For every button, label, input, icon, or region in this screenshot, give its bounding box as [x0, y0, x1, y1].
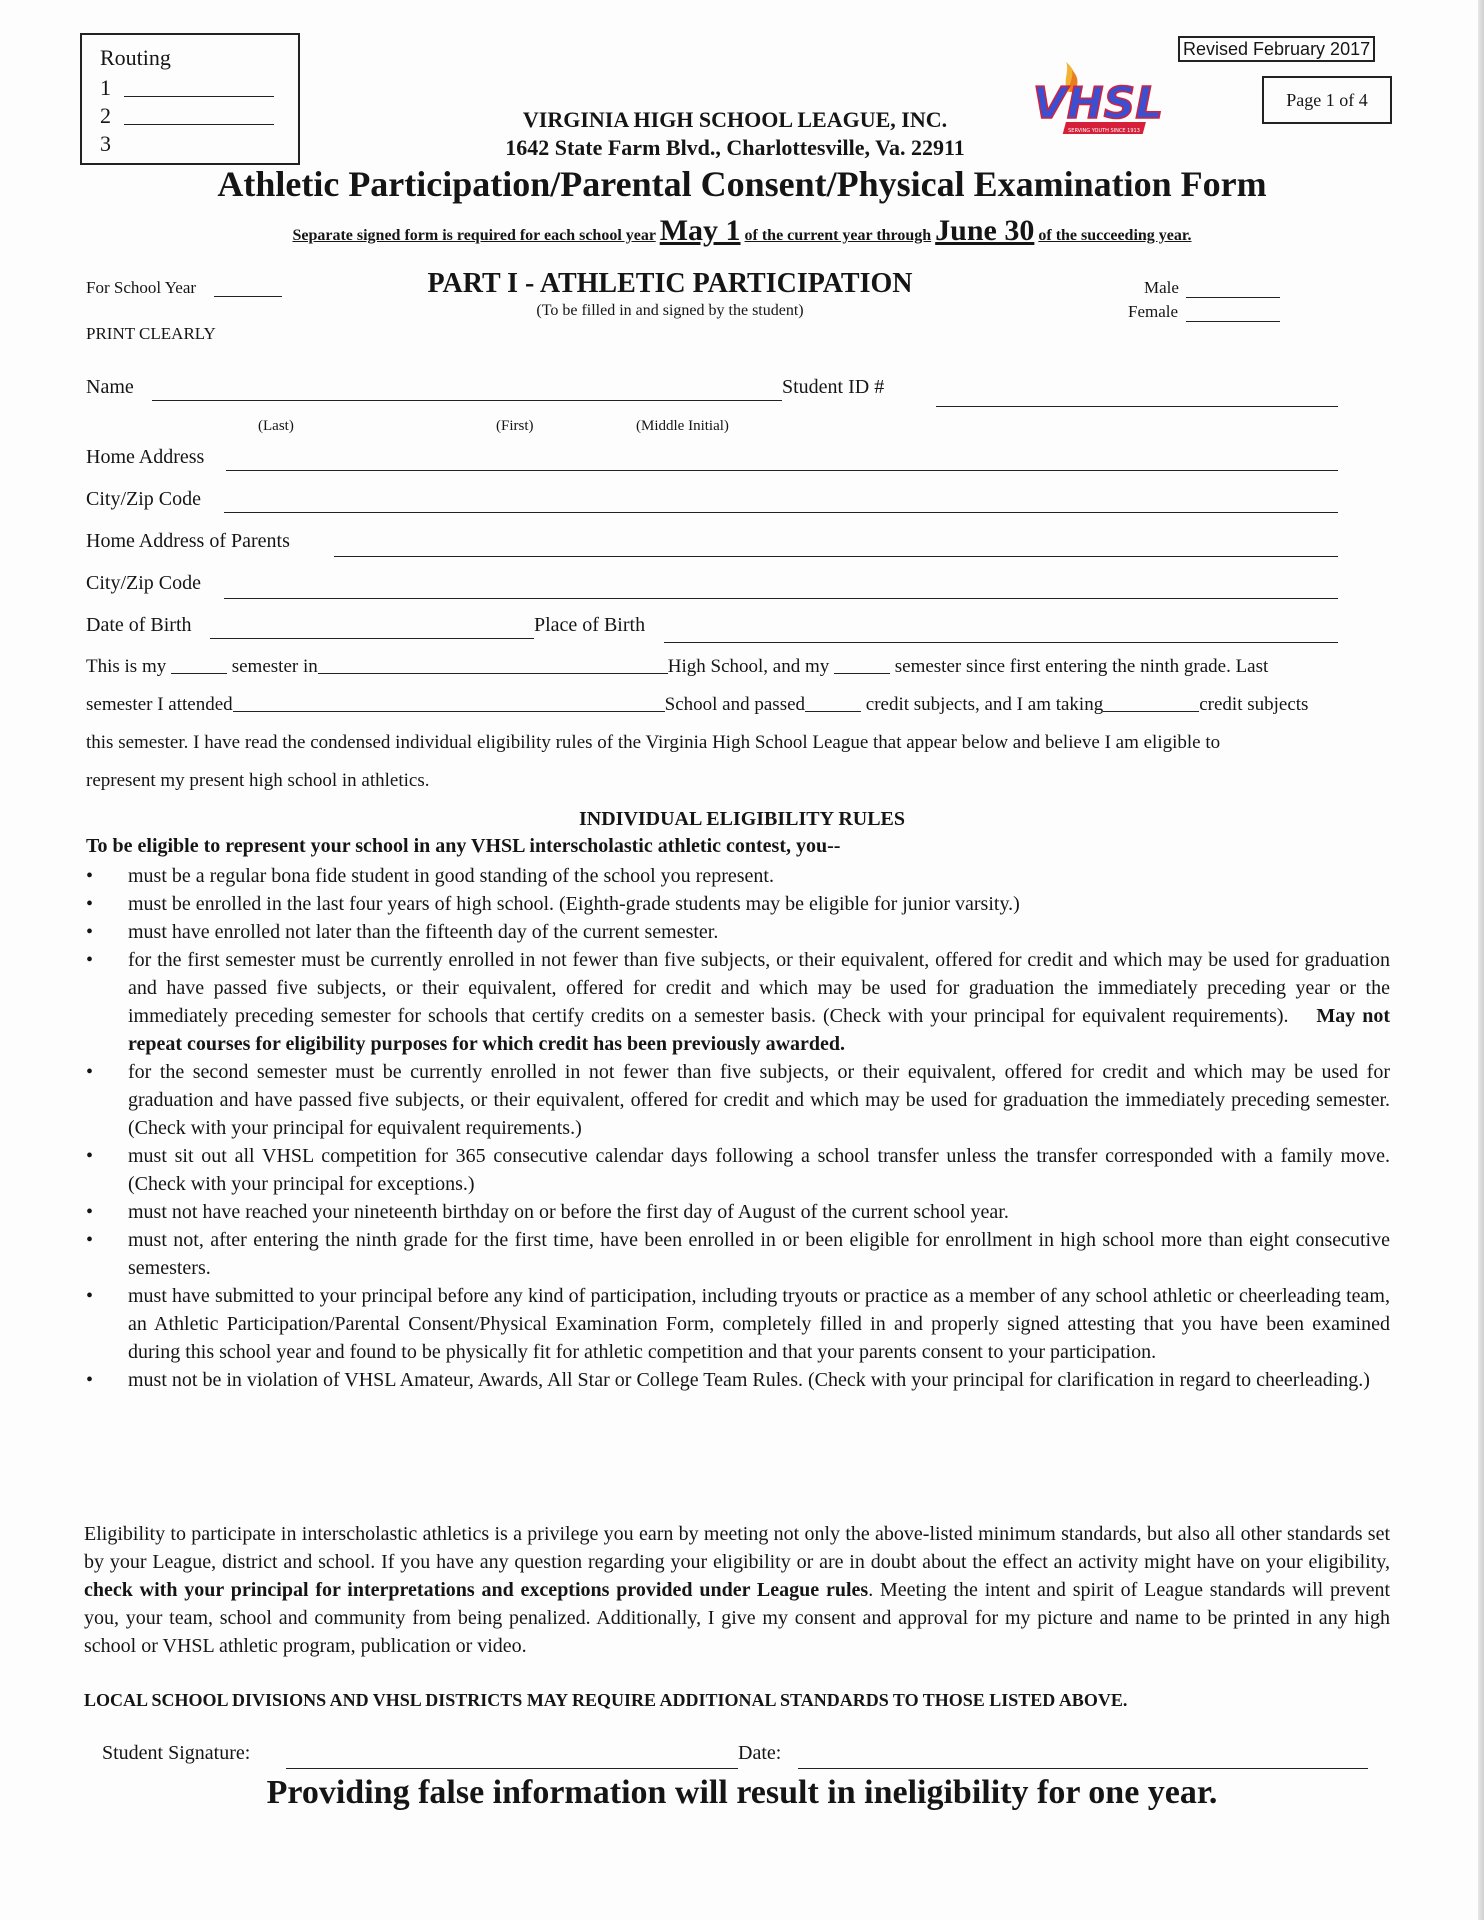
rule-item: • must not, after entering the ninth grade for the first time, have been enrolled in or been eligible for enrollment in high school more than eight consecutive semesters.: [86, 1226, 1390, 1282]
male-label: Male: [1144, 278, 1179, 297]
city-zip-2-field[interactable]: [224, 598, 1338, 599]
first-name-hint: (First): [496, 418, 534, 434]
rule-item: • must be a regular bona fide student in good standing of the school you represent.: [86, 862, 1390, 890]
local-standards-notice: LOCAL SCHOOL DIVISIONS AND VHSL DISTRICTS MAY REQUIRE ADDITIONAL STANDARDS TO THOSE LISTED ABOVE.: [84, 1690, 1128, 1710]
pob-field[interactable]: [664, 642, 1338, 643]
routing-line-1[interactable]: 1: [100, 75, 111, 101]
print-clearly: PRINT CLEARLY: [86, 324, 216, 343]
signature-label: Student Signature:: [102, 1742, 251, 1764]
parents-address-field[interactable]: [334, 556, 1338, 557]
rule-item: • for the second semester must be currently enrolled in not fewer than five subjects, or their equivalent, offered for credit and which may be used for graduation and have passed five subjects, or their equivalent, offered for credit and which may be used for graduation the immediately preceding semester. (Check with your principal for equivalent requirements.): [86, 1058, 1390, 1142]
rule-item: • must not have reached your nineteenth birthday on or before the first day of August of the current school year.: [86, 1198, 1390, 1226]
rule-item: • must sit out all VHSL competition for 365 consecutive calendar days following a school transfer unless the transfer corresponded with a family move. (Check with your principal for exceptions.): [86, 1142, 1390, 1198]
org-name: VIRGINIA HIGH SCHOOL LEAGUE, INC.: [522, 107, 948, 132]
logo-tagline: SERVING YOUTH SINCE 1913: [1068, 128, 1140, 134]
page-edge: [1478, 0, 1484, 1920]
semester-line-3: this semester. I have read the condensed individual eligibility rules of the Virginia High School League that appear below and believe I am eligible to: [86, 732, 1221, 753]
city-zip-field[interactable]: [224, 512, 1338, 513]
rule-item: • must not be in violation of VHSL Amateur, Awards, All Star or College Team Rules. (Check with your principal for clarification in regard to cheerleading.): [86, 1366, 1390, 1394]
school-year-field[interactable]: [214, 296, 282, 297]
logo-text: VHSL: [1032, 78, 1164, 129]
school-year-label: For School Year: [86, 278, 197, 297]
pob-label: Place of Birth: [534, 614, 646, 636]
rule-item: • must be enrolled in the last four years of high school. (Eighth-grade students may be eligible for junior varsity.): [86, 890, 1390, 918]
semester-line-1: This is my semester in High School, and my semester since first entering the ninth grade. Last: [86, 656, 1269, 677]
rules-heading: INDIVIDUAL ELIGIBILITY RULES: [578, 808, 906, 830]
rule-item: • must have enrolled not later than the fifteenth day of the current semester.: [86, 918, 1390, 946]
routing-line-2[interactable]: 2: [100, 103, 111, 129]
semester-line-4: represent my present high school in athletics.: [86, 770, 430, 791]
page-indicator: Page 1 of 4: [1262, 76, 1392, 124]
date-label: Date:: [738, 1742, 782, 1764]
form-subtitle: Separate signed form is required for each school year May 1 of the current year through June 30 of the succeeding year.: [292, 214, 1192, 247]
name-field[interactable]: [152, 400, 782, 401]
home-address-field[interactable]: [226, 470, 1338, 471]
home-address-label: Home Address: [86, 446, 205, 468]
credits-taking-field[interactable]: [1103, 711, 1199, 712]
city-zip-label: City/Zip Code: [86, 488, 201, 510]
rules-list: [86, 862, 1390, 1394]
vhsl-logo: [1024, 62, 1174, 158]
last-name-hint: (Last): [258, 418, 294, 434]
rules-lead: To be eligible to represent your school in any VHSL interscholastic athletic contest, you--: [86, 835, 841, 857]
parents-address-label: Home Address of Parents: [86, 530, 290, 552]
credits-passed-field[interactable]: [805, 711, 861, 712]
name-label: Name: [86, 376, 134, 398]
revised-date: Revised February 2017: [1178, 36, 1375, 62]
part-title: PART I - ATHLETIC PARTICIPATION: [427, 268, 913, 299]
dob-field[interactable]: [210, 638, 534, 639]
signature-field[interactable]: [286, 1768, 738, 1769]
rule-item: • for the first semester must be currently enrolled in not fewer than five subjects, or their equivalent, offered for credit and which may be used for graduation and have passed five subjects, or their equivalent, offered for credit and which may be used for graduation the immediately preceding year or the immediately preceding semester for schools that certify credits on a semester basis. (Check with your principal for equivalent requirements). May not repeat courses for eligibility purposes for which credit has been previously awarded.: [86, 946, 1390, 1058]
high-school-field[interactable]: [318, 673, 668, 674]
form-title: Athletic Participation/Parental Consent/Physical Examination Form: [217, 164, 1267, 204]
city-zip-2-label: City/Zip Code: [86, 572, 201, 594]
female-label: Female: [1128, 302, 1179, 321]
female-field[interactable]: [1186, 321, 1280, 322]
rule-item: • must have submitted to your principal before any kind of participation, including tryouts or practice as a member of any school athletic or cheerleading team, an Athletic Participation/Parental Consent/Physical Examination Form, completely filled in and properly signed attesting that you have been examined during this school year and found to be physically fit for athletic competition and that your parents consent to your participation.: [86, 1282, 1390, 1366]
student-id-label: Student ID #: [782, 376, 885, 398]
eligibility-paragraph: Eligibility to participate in interscholastic athletics is a privilege you earn by meeting not only the above-listed minimum standards, but also all other standards set by your League, district and school. If you have any question regarding your eligibility or are in doubt about the effect an activity might have on your eligibility, check with your principal for interpretations and exceptions provided under League rules. Meeting the intent and spirit of League standards will prevent you, your team, school and community from being penalized. Additionally, I give my consent and approval for my picture and name to be printed in any high school or VHSL athletic program, publication or video.: [84, 1523, 1391, 1657]
org-header: [460, 106, 1010, 162]
semester-number-field[interactable]: [171, 673, 227, 674]
part-subtitle: (To be filled in and signed by the student): [536, 302, 804, 319]
semester-since-field[interactable]: [834, 673, 890, 674]
date-field[interactable]: [798, 1768, 1368, 1769]
male-field[interactable]: [1186, 297, 1280, 298]
student-id-field[interactable]: [936, 406, 1338, 407]
false-info-warning: Providing false information will result in ineligibility for one year.: [266, 1774, 1218, 1811]
routing-line-3[interactable]: 3: [100, 131, 111, 156]
middle-initial-hint: (Middle Initial): [636, 418, 729, 434]
org-address: 1642 State Farm Blvd., Charlottesville, Va. 22911: [505, 135, 965, 160]
last-school-field[interactable]: [233, 711, 665, 712]
semester-line-2: semester I attended School and passed credit subjects, and I am taking credit subjects: [86, 694, 1309, 715]
routing-title: Routing: [100, 45, 171, 70]
routing-box: [80, 33, 300, 165]
dob-label: Date of Birth: [86, 614, 192, 636]
